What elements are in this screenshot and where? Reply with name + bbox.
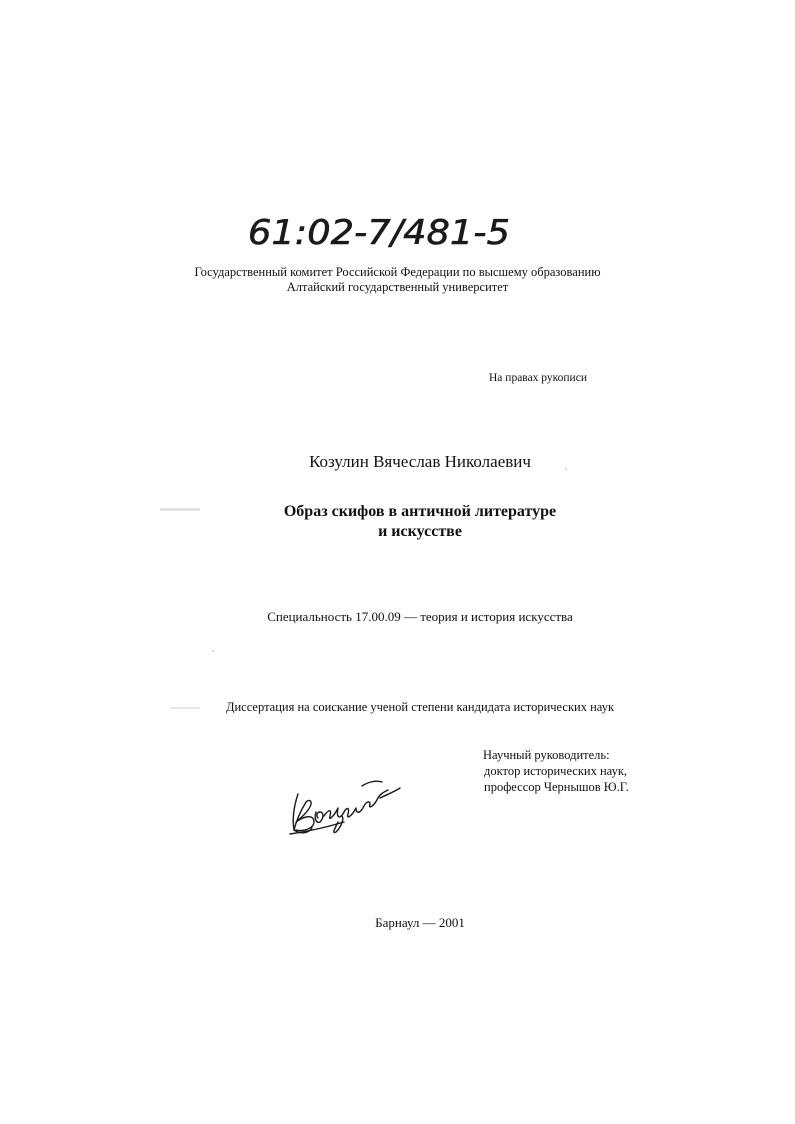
institution-header (0, 265, 795, 295)
handwritten-catalog-code (246, 202, 516, 262)
institution-line-1: Государственный комитет Российской Федерации по высшему образованию (194, 265, 601, 279)
handwritten-code-text: 61:02-7/481-5 (248, 213, 510, 253)
specialty-line: Специальность 17.00.09 — теория и история искусства (267, 609, 573, 624)
supervisor-name: профессор Чернышов Ю.Г. (484, 780, 629, 794)
supervisor-degree: доктор исторических наук, (484, 764, 628, 778)
handwritten-code-drawing (246, 202, 516, 262)
author-signature (284, 772, 404, 838)
title-line-2: и искусстве (378, 523, 462, 540)
author-name: Козулин Вячеслав Николаевич (309, 452, 531, 471)
signature-drawing (284, 772, 404, 838)
scan-artifact (170, 707, 200, 709)
place-and-year: Барнаул — 2001 (375, 915, 465, 930)
supervisor-block (483, 747, 629, 795)
dissertation-title (0, 502, 795, 542)
institution-line-2: Алтайский государственный университет (286, 280, 509, 294)
supervisor-role: Научный руководитель: (483, 748, 610, 762)
dissertation-degree-line: Диссертация на соискание ученой степени кандидата исторических наук (225, 700, 615, 714)
title-line-1: Образ скифов в античной литературе (283, 503, 557, 520)
scan-artifact (565, 468, 567, 470)
scan-artifact (160, 508, 200, 511)
manuscript-rights-note: На правах рукописи (489, 372, 587, 384)
scan-artifact (212, 650, 214, 652)
